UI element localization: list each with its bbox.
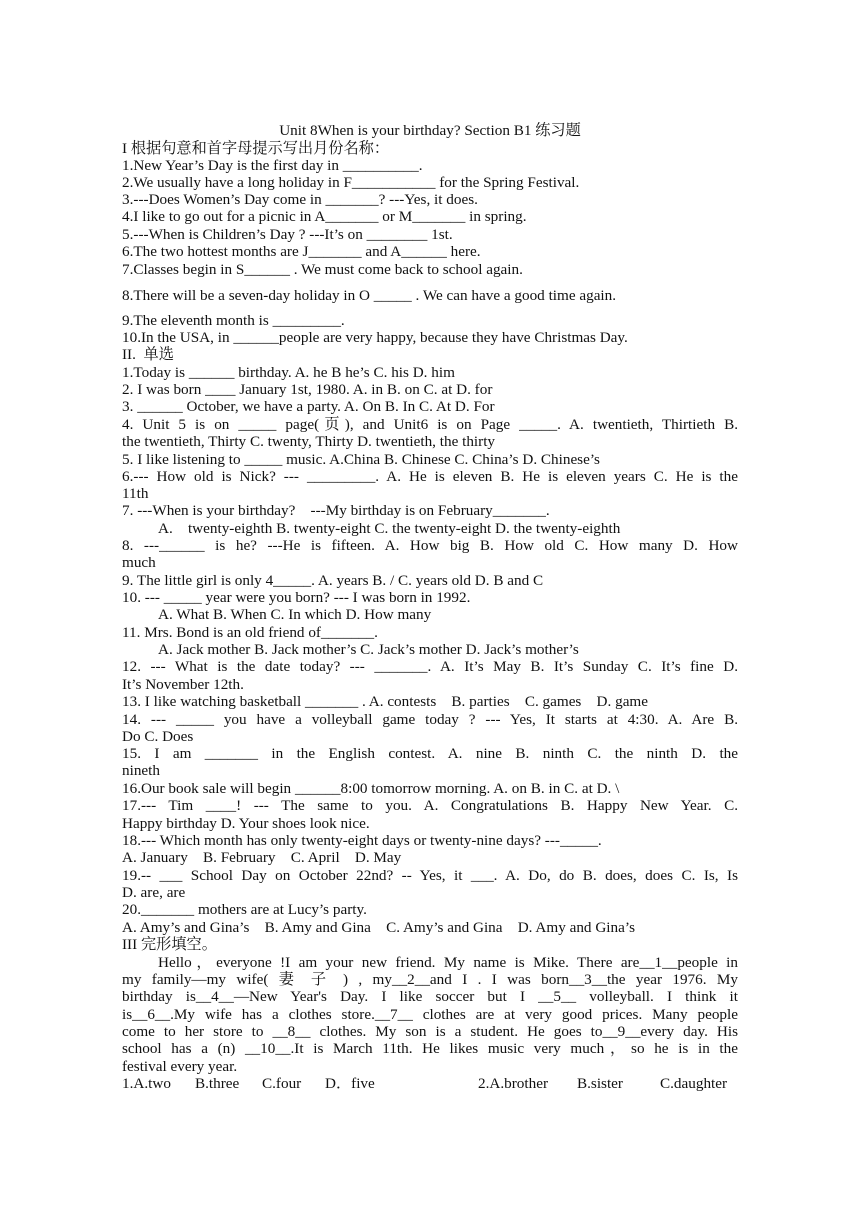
- question-line: Do C. Does: [122, 728, 194, 745]
- question-line: 2.We usually have a long holiday in F___________ for the Spring Festival.: [122, 174, 580, 191]
- question-line: 16.Our book sale will begin ______8:00 tomorrow morning. A. on B. in C. at D. \: [122, 780, 620, 797]
- question-line: 8.There will be a seven-day holiday in O _____ . We can have a good time again.: [122, 287, 617, 304]
- question-line: 18.--- Which month has only twenty-eight days or twenty-nine days? ---_____.: [122, 832, 602, 849]
- option: C.daughter: [660, 1075, 728, 1092]
- question-line: 1.New Year’s Day is the first day in __________.: [122, 157, 423, 174]
- question-line: 7.Classes begin in S______ . We must come back to school again.: [122, 261, 523, 278]
- question-line: 6.The two hottest months are J_______ and A______ here.: [122, 243, 481, 260]
- question-line: It’s November 12th.: [122, 676, 244, 693]
- question-line: nineth: [122, 762, 160, 779]
- question-line: 15. I am _______ in the English contest. A. nine B. ninth C. the ninth D. the: [122, 745, 738, 762]
- question-line: Happy birthday D. Your shoes look nice.: [122, 815, 370, 832]
- question-line: much: [122, 554, 156, 571]
- question-line: 14. --- _____ you have a volleyball game today ? --- Yes, It starts at 4:30. A. Are B.: [122, 711, 738, 728]
- question-line: A. Jack mother B. Jack mother’s C. Jack’s mother D. Jack’s mother’s: [158, 641, 579, 658]
- question-line: 12. --- What is the date today? --- _______. A. It’s May B. It’s Sunday C. It’s fine D.: [122, 658, 738, 675]
- passage-line: come to her store to __8__ clothes. My son is a student. He goes to__9__every day. His: [122, 1023, 738, 1040]
- question-line: 1.Today is ______ birthday. A. he B he’s C. his D. him: [122, 364, 455, 381]
- question-line: 11th: [122, 485, 149, 502]
- question-line: D. are, are: [122, 884, 186, 901]
- question-line: A. What B. When C. In which D. How many: [158, 606, 432, 623]
- option: 2.A.brother: [478, 1075, 549, 1092]
- question-line: 19.-- ___ School Day on October 22nd? -- Yes, it ___. A. Do, do B. does, does C. Is, Is: [122, 867, 738, 884]
- passage-line: birthday is__4__—New Year's Day. I like soccer but I __5__ volleyball. I think it: [122, 988, 738, 1005]
- question-line: 7. ---When is your birthday? ---My birthday is on February_______.: [122, 502, 550, 519]
- cloze-options-row: [122, 1075, 738, 1092]
- option: D．five: [325, 1075, 375, 1092]
- question-line: the twentieth, Thirty C. twenty, Thirty D. twentieth, the thirty: [122, 433, 496, 450]
- passage-line: my family—my wife( 妻 子 ) , my__2__and I . I was born__3__the year 1976. My: [122, 971, 738, 988]
- question-line: 4.I like to go out for a picnic in A_______ or M_______ in spring.: [122, 208, 527, 225]
- question-line: 10.In the USA, in ______people are very happy, because they have Christmas Day.: [122, 329, 628, 346]
- passage-line: school has a (n) __10__.It is March 11th. He likes music very much，so he is in the: [122, 1040, 738, 1057]
- question-line: 10. --- _____ year were you born? --- I was born in 1992.: [122, 589, 471, 606]
- question-line: 4. Unit 5 is on _____ page(页), and Unit6 is on Page _____. A. twentieth, Thirtieth B.: [122, 416, 738, 433]
- question-line: A. January B. February C. April D. May: [122, 849, 402, 866]
- question-line: 11. Mrs. Bond is an old friend of_______.: [122, 624, 378, 641]
- question-line: 6.--- How old is Nick? --- _________. A. He is eleven B. He is eleven years C. He is the: [122, 468, 738, 485]
- question-line: 5.---When is Children’s Day ? ---It’s on ________ 1st.: [122, 226, 453, 243]
- question-line: 8. ---______ is he? ---He is fifteen. A. How big B. How old C. How many D. How: [122, 537, 738, 554]
- question-line: A. twenty-eighth B. twenty-eight C. the twenty-eight D. the twenty-eighth: [158, 520, 621, 537]
- question-line: 2. I was born ____ January 1st, 1980. A. in B. on C. at D. for: [122, 381, 493, 398]
- question-line: 5. I like listening to _____ music. A.China B. Chinese C. China’s D. Chinese’s: [122, 451, 600, 468]
- option: 1.A.two: [122, 1075, 171, 1092]
- question-line: 3. ______ October, we have a party. A. On B. In C. At D. For: [122, 398, 495, 415]
- question-line: A. Amy’s and Gina’s B. Amy and Gina C. Amy’s and Gina D. Amy and Gina’s: [122, 919, 635, 936]
- section-3-heading: III 完形填空。: [122, 936, 217, 953]
- section-2-heading: II. 单选: [122, 346, 174, 363]
- option: B.three: [195, 1075, 240, 1092]
- question-line: 3.---Does Women’s Day come in _______? ---Yes, it does.: [122, 191, 478, 208]
- question-line: 17.--- Tim ____! --- The same to you. A. Congratulations B. Happy New Year. C.: [122, 797, 738, 814]
- worksheet-title: Unit 8When is your birthday? Section B1 练习题: [279, 122, 581, 139]
- question-line: 20._______ mothers are at Lucy’s party.: [122, 901, 367, 918]
- question-line: 9. The little girl is only 4_____. A. years B. / C. years old D. B and C: [122, 572, 544, 589]
- section-1-heading: I 根据句意和首字母提示写出月份名称：: [122, 140, 390, 157]
- passage-line: is__6__.My wife has a clothes store.__7__ clothes are at very good prices. Many people: [122, 1006, 738, 1023]
- option: C.four: [262, 1075, 302, 1092]
- option: B.sister: [577, 1075, 623, 1092]
- passage-line: Hello，everyone !I am your new friend. My name is Mike. There are__1__people in: [158, 954, 738, 971]
- question-line: 13. I like watching basketball _______ . A. contests B. parties C. games D. game: [122, 693, 648, 710]
- passage-line: festival every year.: [122, 1058, 238, 1075]
- question-line: 9.The eleventh month is _________.: [122, 312, 345, 329]
